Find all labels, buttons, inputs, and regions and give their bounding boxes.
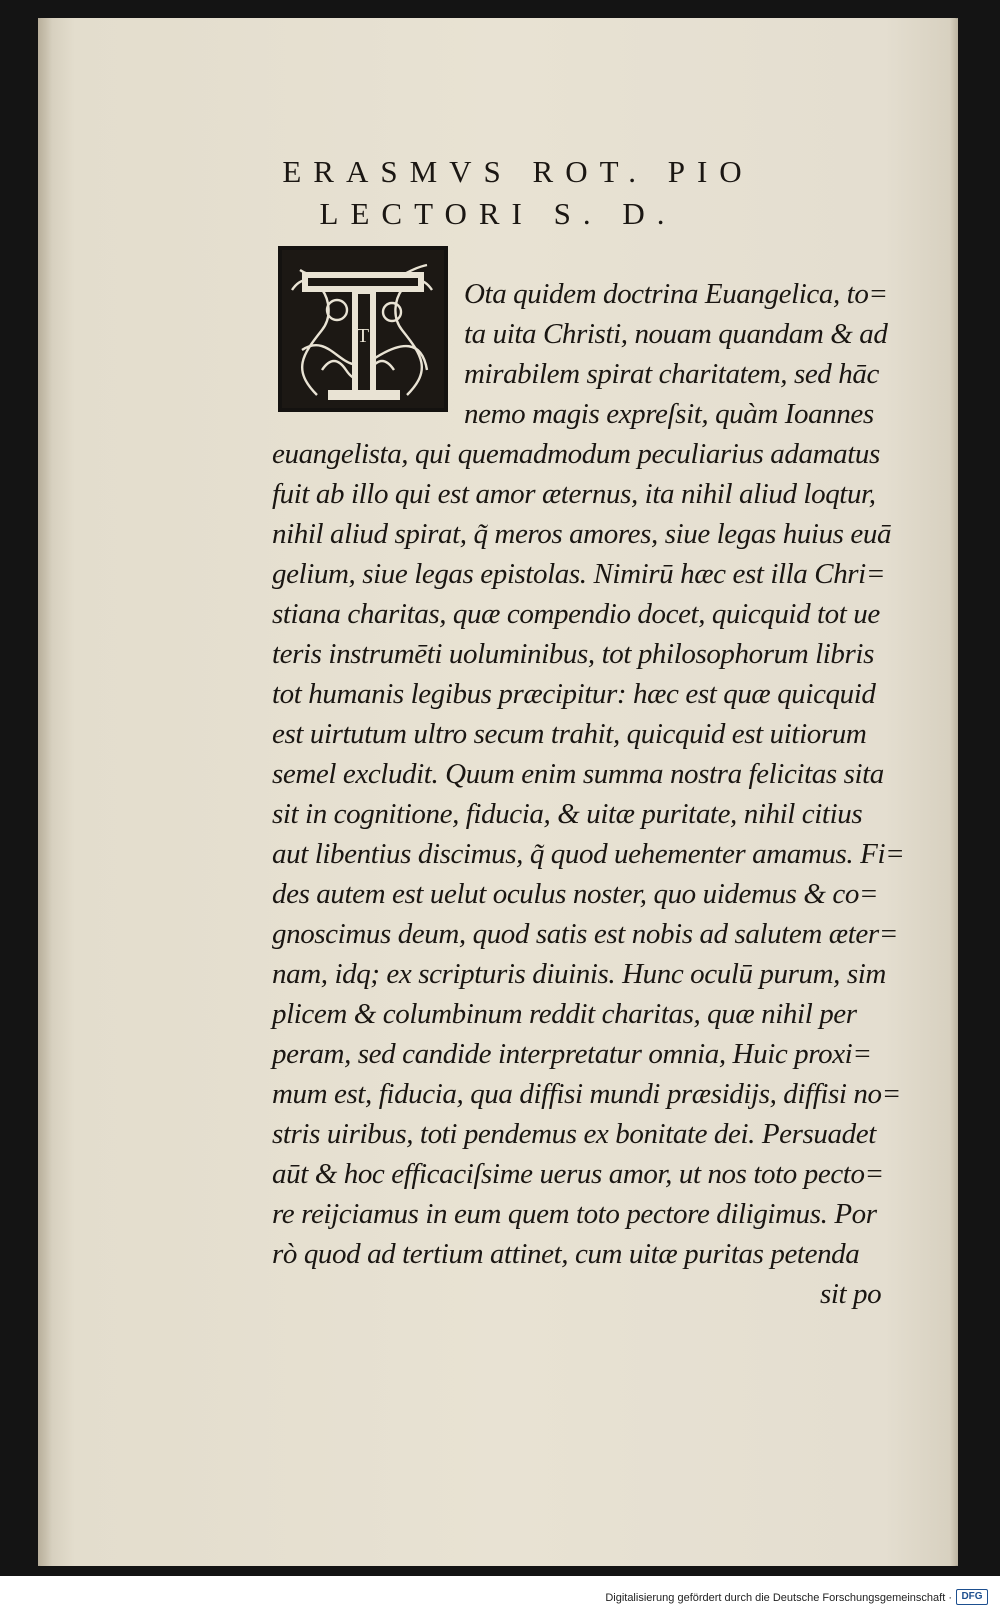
text-line: est uirtutum ultro secum trahit, quicquid est uitiorum [272,718,867,750]
heading-line-1: ERASMVS ROT. PIO [282,154,754,189]
text-line: gnoscimus deum, quod satis est nobis ad salutem æter= [272,918,898,950]
heading-line-2: LECTORI S. D. [319,196,677,231]
book-page [38,18,958,1566]
text-line: aut libentius discimus, q̃ quod uehementer amamus. Fi= [272,838,905,870]
text-line: nihil aliud spirat, q̃ meros amores, siue legas huius euā [272,518,892,550]
text-line: ta uita Christi, nouam quandam & ad [464,318,888,350]
body-text [38,18,958,1566]
text-line: nam, idq; ex scripturis diuinis. Hunc oculū purum, sim [272,958,886,990]
text-line: fuit ab illo qui est amor æternus, ita nihil aliud loqtur, [272,478,876,510]
text-line: re reijciamus in eum quem toto pectore diligimus. Por [272,1198,877,1230]
text-line: plicem & columbinum reddit charitas, quæ nihil per [272,998,857,1030]
text-line: stiana charitas, quæ compendio docet, quicquid tot ue [272,598,880,630]
text-line: mum est, fiducia, qua diffisi mundi præsidijs, diffisi no= [272,1078,901,1110]
text-line: Ota quidem doctrina Euangelica, to= [464,278,888,310]
text-line: rò quod ad tertium attinet, cum uitæ puritas petenda [272,1238,860,1270]
text-line: nemo magis expreſsit, quàm Ioannes [464,398,874,430]
text-line: peram, sed candide interpretatur omnia, Huic proxi= [272,1038,872,1070]
text-line: tot humanis legibus præcipitur: hæc est quæ quicquid [272,678,876,710]
text-line: teris instrumēti uoluminibus, tot philosophorum libris [272,638,874,670]
text-line: semel excludit. Quum enim summa nostra felicitas sita [272,758,884,790]
digitization-credit: Digitalisierung gefördert durch die Deutsche Forschungsgemeinschaft · [605,1592,952,1604]
dfg-logo: DFG [956,1589,988,1605]
text-line: stris uiribus, toti pendemus ex bonitate dei. Persuadet [272,1118,876,1150]
text-line: gelium, siue legas epistolas. Nimirū hæc est illa Chri= [272,558,886,590]
initial-letter-text: T [356,325,370,347]
text-line: euangelista, qui quemadmodum peculiarius adamatus [272,438,880,470]
text-line: sit in cognitione, fiducia, & uitæ puritate, nihil citius [272,798,863,830]
decorated-initial-letter [278,246,448,412]
text-line: des autem est uelut oculus noster, quo uidemus & co= [272,878,879,910]
text-line: aūt & hoc efficaciſsime uerus amor, ut nos toto pecto= [272,1158,884,1190]
catchword: sit po [820,1278,882,1310]
text-line: mirabilem spirat charitatem, sed hāc [464,358,879,390]
